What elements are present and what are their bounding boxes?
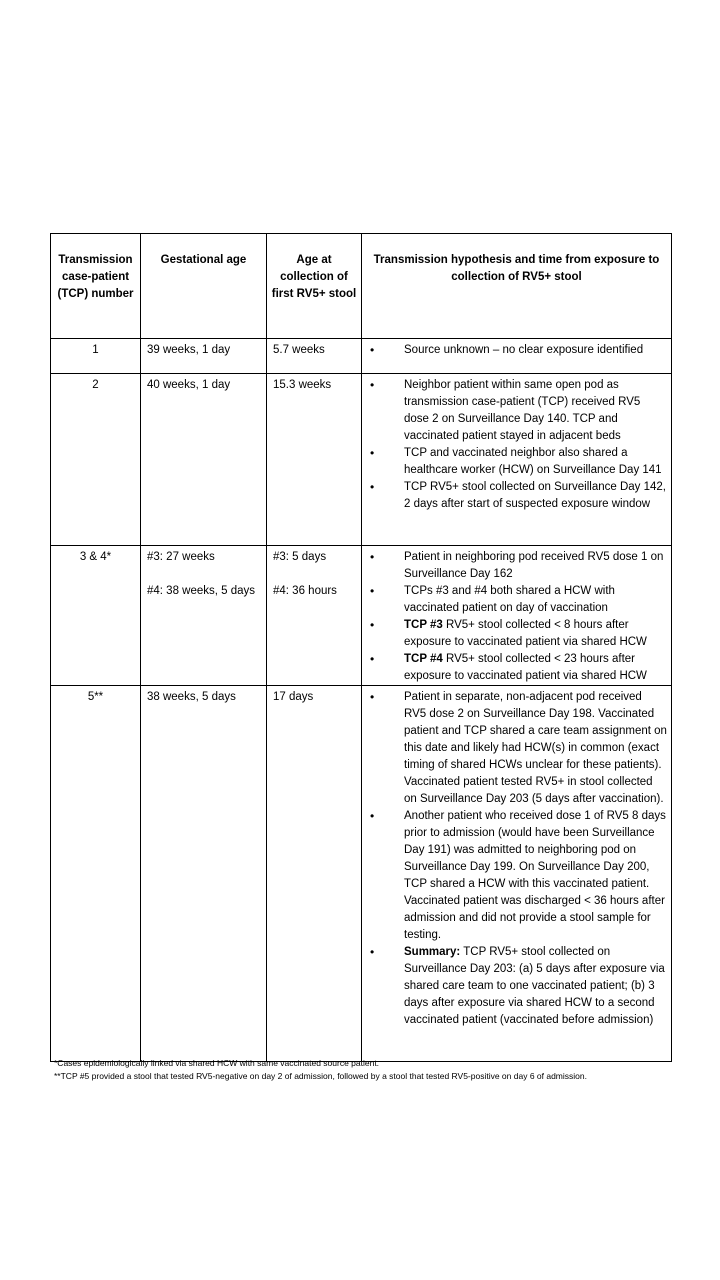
cell-line: 5.7 weeks xyxy=(273,344,325,356)
transmission-table xyxy=(50,233,672,1062)
bullet-item: • TCPs #3 and #4 both shared a HCW with vaccinated patient on day of vaccination xyxy=(362,583,667,617)
bullet-item: • Patient in separate, non-adjacent pod received RV5 dose 2 on Surveillance Day 198. Vaccinated patient and TCP shared a care team assignment on this date and likely had HCW(s) in common (exact timing of shared HCWs unclear for these patients). Vaccinated patient tested RV5+ in stool collected on Surveillance Day 203 (5 days after vaccination). xyxy=(362,689,667,808)
cell-line: 39 weeks, 1 day xyxy=(147,344,231,356)
cell-gestational-age xyxy=(141,686,267,1062)
header-row xyxy=(51,234,672,339)
cell-tcp: 1 xyxy=(51,339,141,374)
table-row xyxy=(51,339,672,374)
cell-age xyxy=(267,374,362,546)
cell-line: 17 days xyxy=(273,691,314,703)
cell-tcp: 3 & 4* xyxy=(51,546,141,686)
cell-line: #3: 27 weeks xyxy=(147,551,215,563)
bullet-list xyxy=(362,339,671,359)
bullet-item: • TCP #4 RV5+ stool collected < 23 hours after exposure to vaccinated patient via shared HCW xyxy=(362,651,667,685)
footnote-single-asterisk: *Cases epidemiologically linked via shared HCW with same vaccinated source patient. xyxy=(54,1058,380,1068)
cell-gestational-age xyxy=(141,546,267,686)
cell-hypothesis xyxy=(362,546,672,686)
cell-hypothesis xyxy=(362,374,672,546)
table-row xyxy=(51,686,672,1062)
bullet-item: • Source unknown – no clear exposure identified xyxy=(362,342,667,359)
cell-age xyxy=(267,339,362,374)
header-tcp-number: Transmission case-patient (TCP) number xyxy=(51,234,141,339)
cell-line: 38 weeks, 5 days xyxy=(147,691,236,703)
cell-gestational-age xyxy=(141,374,267,546)
cell-age xyxy=(267,686,362,1062)
cell-hypothesis xyxy=(362,339,672,374)
header-transmission-hypothesis: Transmission hypothesis and time from exposure to collection of RV5+ stool xyxy=(362,234,672,339)
footnote-double-asterisk: **TCP #5 provided a stool that tested RV5-negative on day 2 of admission, followed by a stool that tested RV5-positive on day 6 of admission. xyxy=(54,1071,587,1081)
cell-line: #3: 5 days xyxy=(273,551,327,563)
bullet-list xyxy=(362,686,671,1029)
bullet-item: • TCP #3 RV5+ stool collected < 8 hours after exposure to vaccinated patient via shared HCW xyxy=(362,617,667,651)
bullet-list xyxy=(362,546,671,685)
bullet-item: • Another patient who received dose 1 of RV5 8 days prior to admission (would have been Surveillance Day 191) was admitted to neighboring pod on Surveillance Day 199. On Surveillance Day 200, TCP shared a HCW with this vaccinated patient. Vaccinated patient was discharged < 36 hours after admission and did not provide a stool sample for testing. xyxy=(362,808,667,944)
header-age-at-collection: Age at collection of first RV5+ stool xyxy=(267,234,362,339)
table-row xyxy=(51,374,672,546)
table-row xyxy=(51,546,672,686)
bullet-item: • TCP and vaccinated neighbor also shared a healthcare worker (HCW) on Surveillance Day 141 xyxy=(362,445,667,479)
bullet-list xyxy=(362,374,671,513)
cell-gestational-age xyxy=(141,339,267,374)
bullet-item: • Summary: TCP RV5+ stool collected on Surveillance Day 203: (a) 5 days after exposure via shared care team to one vaccinated patient; (b) 3 days after exposure via shared HCW to a second vaccinated patient (vaccinated before admission) xyxy=(362,944,667,1029)
cell-line: #4: 38 weeks, 5 days xyxy=(147,585,256,597)
cell-tcp: 5** xyxy=(51,686,141,1062)
cell-line: 15.3 weeks xyxy=(273,379,332,391)
cell-tcp: 2 xyxy=(51,374,141,546)
header-gestational-age: Gestational age xyxy=(141,234,267,339)
bullet-item: • Neighbor patient within same open pod as transmission case-patient (TCP) received RV5 dose 2 on Surveillance Day 140. TCP and vaccinated patient stayed in adjacent beds xyxy=(362,377,667,445)
cell-line: 40 weeks, 1 day xyxy=(147,379,231,391)
cell-age xyxy=(267,546,362,686)
bullet-item: • Patient in neighboring pod received RV5 dose 1 on Surveillance Day 162 xyxy=(362,549,667,583)
cell-line: #4: 36 hours xyxy=(273,585,337,597)
cell-hypothesis xyxy=(362,686,672,1062)
bullet-item: • TCP RV5+ stool collected on Surveillance Day 142, 2 days after start of suspected exposure window xyxy=(362,479,667,513)
